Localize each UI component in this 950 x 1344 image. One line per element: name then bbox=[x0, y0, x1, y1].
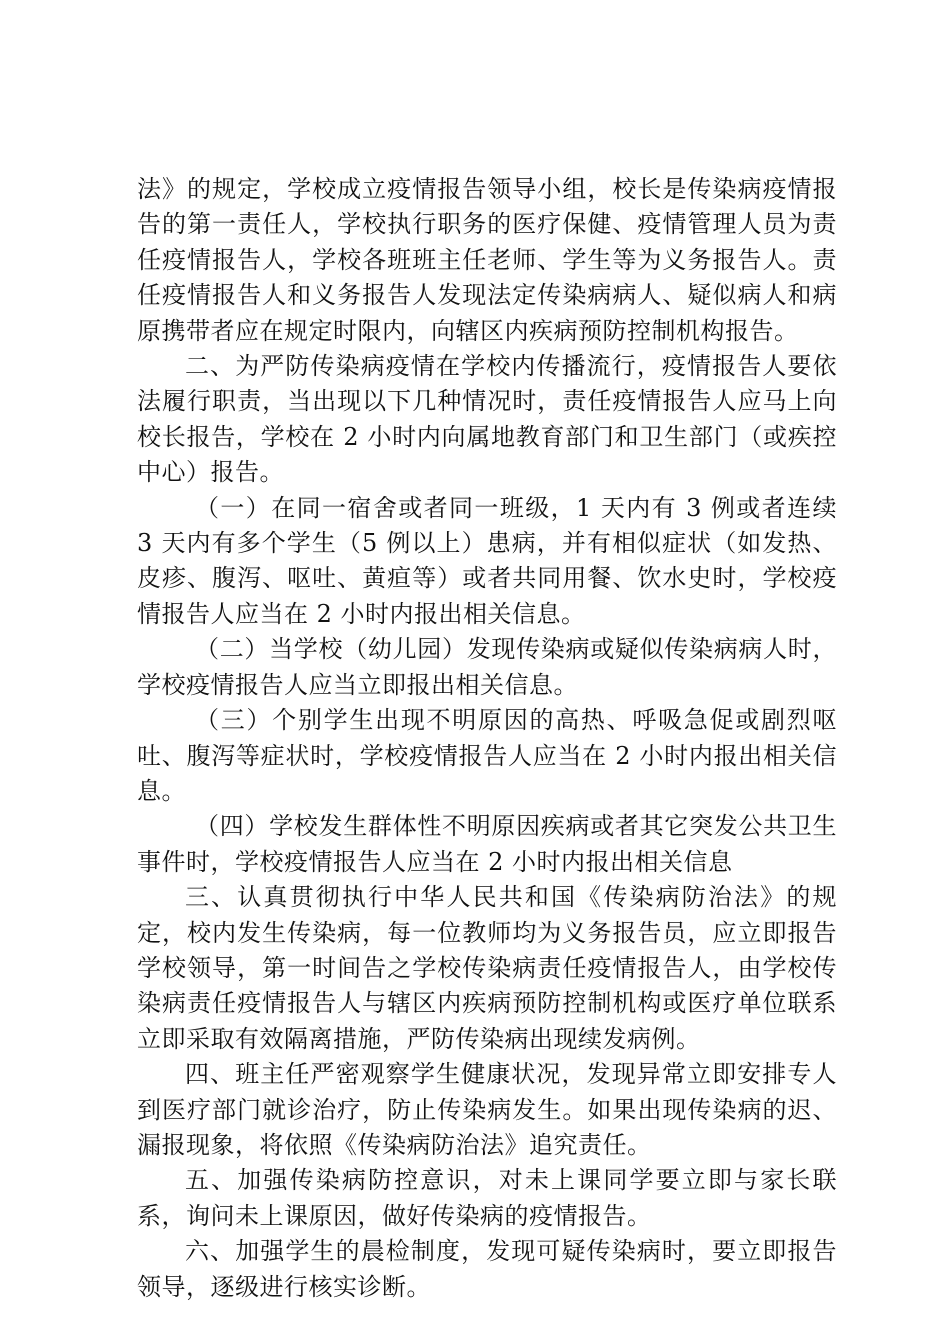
paragraph-section-3: 三、认真贯彻执行中华人民共和国《传染病防治法》的规定，校内发生传染病，每一位教师均为义务报告员，应立即报告学校领导，第一时间告之学校传染病责任疫情报告人，由学校传染病责任疫情报告人与辖区内疾病预防控制机构或医疗单位联系立即采取有效隔离措施，严防传染病出现续发病例。 bbox=[137, 883, 837, 1053]
paragraph-item-4: （四）学校发生群体性不明原因疾病或者其它突发公共卫生事件时，学校疫情报告人应当在 2 小时内报出相关信息 bbox=[137, 812, 837, 876]
paragraph-item-1: （一）在同一宿舍或者同一班级，1 天内有 3 例或者连续 3 天内有多个学生（5 例以上）患病，并有相似症状（如发热、皮疹、腹泻、呕吐、黄疸等）或者共同用餐、饮水史时，学校疫情报告人应当在 2 小时内报出相关信息。 bbox=[137, 493, 837, 628]
paragraph-item-3: （三）个别学生出现不明原因的高热、呼吸急促或剧烈呕吐、腹泻等症状时，学校疫情报告人应当在 2 小时内报出相关信息。 bbox=[137, 706, 837, 805]
document-body bbox=[137, 172, 837, 1305]
paragraph-section-5: 五、加强传染病防控意识，对未上课同学要立即与家长联系，询问未上课原因，做好传染病的疫情报告。 bbox=[137, 1166, 837, 1230]
paragraph-continuation: 法》的规定，学校成立疫情报告领导小组，校长是传染病疫情报告的第一责任人，学校执行职务的医疗保健、疫情管理人员为责任疫情报告人，学校各班班主任老师、学生等为义务报告人。责任疫情报告人和义务报告人发现法定传染病病人、疑似病人和病原携带者应在规定时限内，向辖区内疾病预防控制机构报告。 bbox=[137, 175, 837, 345]
paragraph-section-6: 六、加强学生的晨检制度，发现可疑传染病时，要立即报告领导，逐级进行核实诊断。 bbox=[137, 1237, 837, 1301]
paragraph-item-2: （二）当学校（幼儿园）发现传染病或疑似传染病病人时，学校疫情报告人应当立即报出相关信息。 bbox=[137, 635, 837, 699]
paragraph-section-2: 二、为严防传染病疫情在学校内传播流行，疫情报告人要依法履行职责，当出现以下几种情况时，责任疫情报告人应马上向校长报告，学校在 2 小时内向属地教育部门和卫生部门（或疾控中心）报告。 bbox=[137, 352, 837, 487]
paragraph-section-4: 四、班主任严密观察学生健康状况，发现异常立即安排专人到医疗部门就诊治疗，防止传染病发生。如果出现传染病的迟、漏报现象，将依照《传染病防治法》追究责任。 bbox=[137, 1060, 837, 1159]
